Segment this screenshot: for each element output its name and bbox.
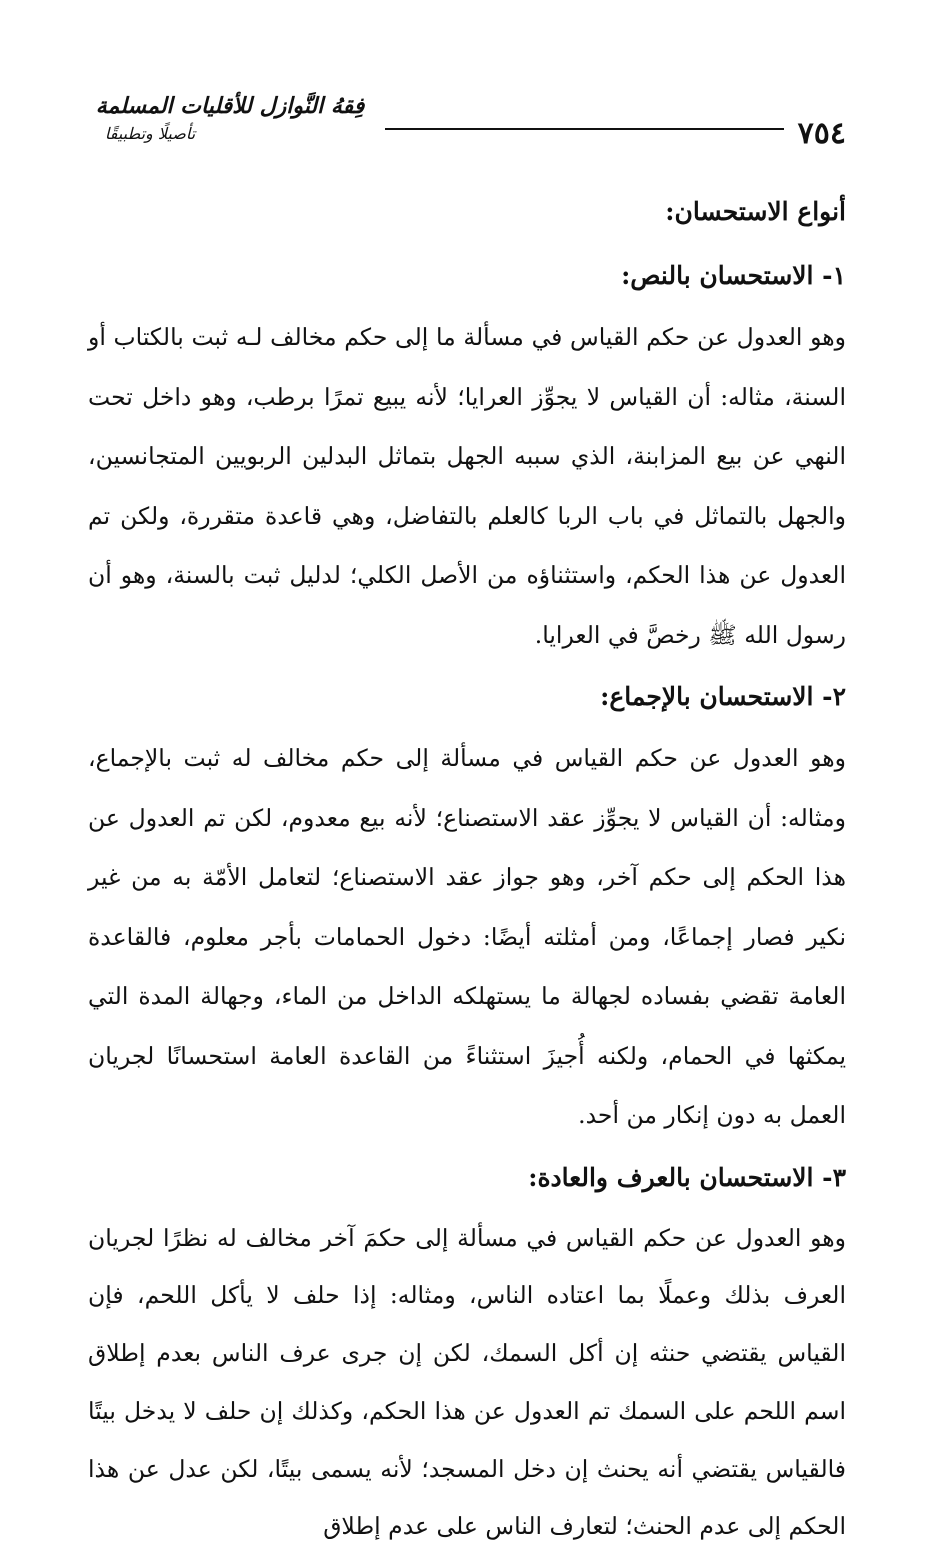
section-2-paragraph: وهو العدول عن حكم القياس في مسألة إلى حكم مخالف له ثبت بالإجماع، ومثاله: أن القياس لا يجوِّز عقد الاستصناع؛ لأنه بيع معدوم، لكن تم العدول عن هذا الحكم إلى حكم آخر، وهو جواز عقد الاستصناع؛ لتعامل الأمّة به من غير نكير فصار إجماعًا، ومن أمثلته أيضًا: دخول الحمامات بأجر معلوم، فالقاعدة العامة تقضي بفساده لجهالة ما يستهلكه الداخل من الماء، وجهالة المدة التي يمكثها في الحمام، ولكنه أُجيزَ استثناءً من القاعدة العامة استحسانًا لجريان العمل به دون إنكار من أحد. (88, 729, 846, 1146)
section-3-heading: ٣- الاستحسان بالعرف والعادة: (88, 1146, 846, 1210)
header-rule (385, 128, 784, 130)
page-header (80, 88, 846, 158)
section-1-paragraph: وهو العدول عن حكم القياس في مسألة ما إلى حكم مخالف لـه ثبت بالكتاب أو السنة، مثاله: أن القياس لا يجوِّز العرايا؛ لأنه يبيع تمرًا برطب، وهو داخل تحت النهي عن بيع المزابنة، الذي سببه الجهل بتماثل البدلين الربويين المتجانسين، والجهل بالتماثل في باب الربا كالعلم بالتفاضل، وهي قاعدة متقررة، ولكن تم العدول عن هذا الحكم، واستثناؤه من الأصل الكلي؛ لدليل ثبت بالسنة، وهو أن رسول الله ﷺ رخصَّ في العرايا. (88, 308, 846, 665)
book-subtitle: تأصيلًا وتطبيقًا (80, 124, 220, 144)
section-1-heading: ١- الاستحسان بالنص: (88, 244, 846, 308)
page-number: ٧٥٤ (798, 116, 846, 151)
book-title-logo (80, 88, 380, 144)
book-title: فِقهُ النَّوازل للأقليات المسلمة (80, 88, 380, 124)
types-heading: أنواع الاستحسان: (88, 180, 846, 244)
section-3-paragraph: وهو العدول عن حكم القياس في مسألة إلى حكمَ آخر مخالف له نظرًا لجريان العرف بذلك وعملًا بما اعتاده الناس، ومثاله: إذا حلف لا يأكل اللحم، فإن القياس يقتضي حنثه إن أكل السمك، لكن إن جرى عرف الناس بعدم إطلاق اسم اللحم على السمك تم العدول عن هذا الحكم، وكذلك إن حلف لا يدخل بيتًا فالقياس يقتضي أنه يحنث إن دخل المسجد؛ لأنه يسمى بيتًا، لكن عدل عن هذا الحكم إلى عدم الحنث؛ لتعارف الناس على عدم إطلاق (88, 1210, 846, 1556)
page-body (88, 180, 846, 1556)
section-2-heading: ٢- الاستحسان بالإجماع: (88, 665, 846, 729)
